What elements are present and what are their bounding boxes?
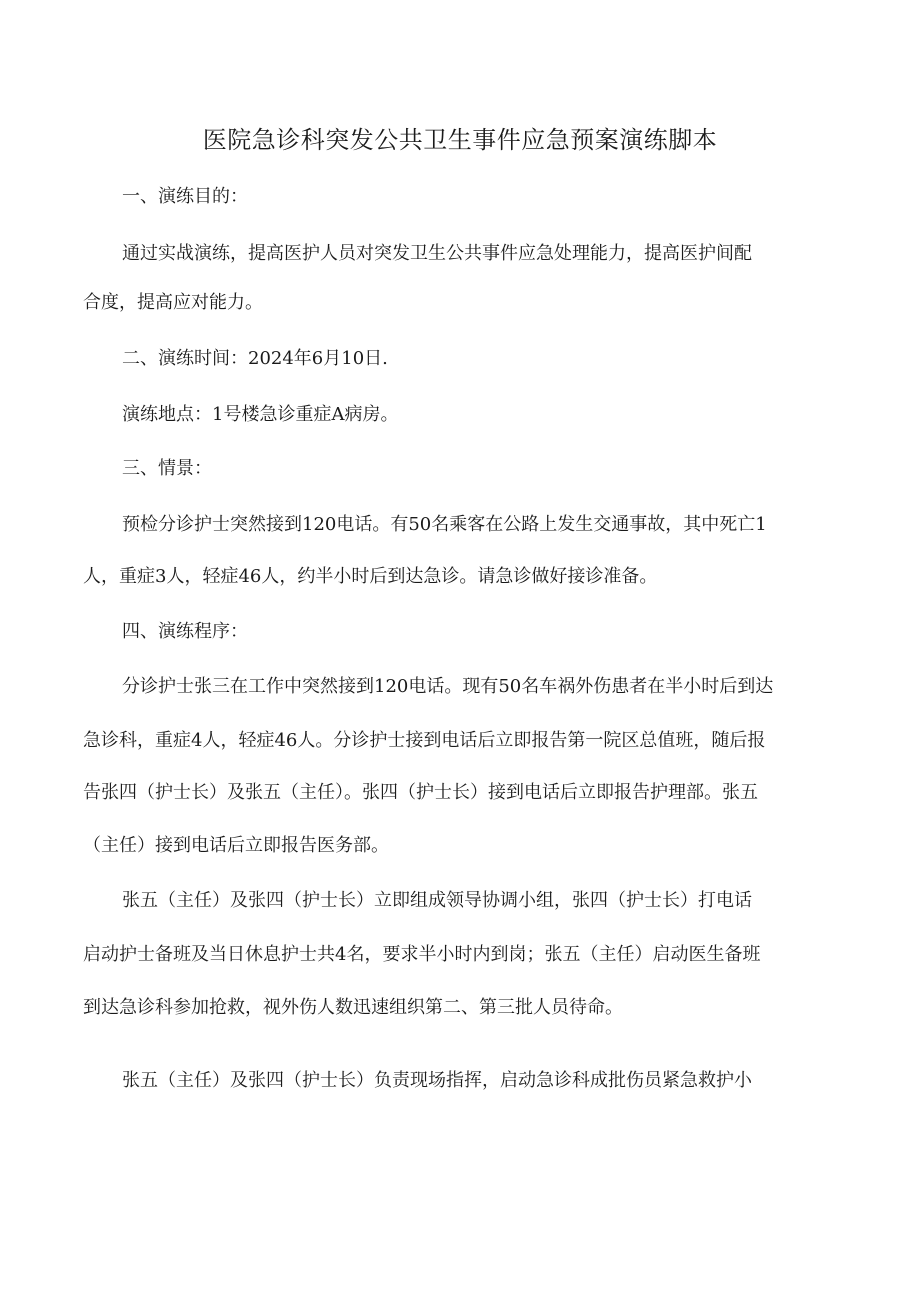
paragraph-line: （主任）接到电话后立即报告医务部。 <box>83 835 389 856</box>
paragraph-line: 人，重症3人，轻症46人，约半小时后到达急诊。请急诊做好接诊准备。 <box>83 566 658 587</box>
paragraph-line: 通过实战演练，提高医护人员对突发卫生公共事件应急处理能力，提高医护间配 <box>122 243 752 264</box>
paragraph-line: 到达急诊科参加抢救，视外伤人数迅速组织第二、第三批人员待命。 <box>83 997 623 1018</box>
paragraph-line: 分诊护士张三在工作中突然接到120电话。现有50名车祸外伤患者在半小时后到达 <box>122 676 774 697</box>
document-title: 医院急诊科突发公共卫生事件应急预案演练脚本 <box>202 126 718 154</box>
section-heading-procedure: 四、演练程序： <box>122 621 248 642</box>
paragraph-line: 急诊科，重症4人，轻症46人。分诊护士接到电话后立即报告第一院区总值班，随后报 <box>83 730 766 751</box>
paragraph-line: 预检分诊护士突然接到120电话。有50名乘客在公路上发生交通事故，其中死亡1 <box>122 514 767 535</box>
paragraph-line: 告张四（护士长）及张五（主任）。张四（护士长）接到电话后立即报告护理部。张五 <box>83 782 758 803</box>
paragraph-line: 张五（主任）及张四（护士长）立即组成领导协调小组，张四（护士长）打电话 <box>122 890 752 911</box>
section-heading-purpose: 一、演练目的： <box>122 186 248 207</box>
paragraph-line: 启动护士备班及当日休息护士共4名，要求半小时内到岗；张五（主任）启动医生备班 <box>83 944 761 965</box>
paragraph-line: 张五（主任）及张四（护士长）负责现场指挥，启动急诊科成批伤员紧急救护小 <box>122 1070 752 1091</box>
paragraph-line: 合度，提高应对能力。 <box>83 292 263 313</box>
section-heading-scenario: 三、情景： <box>122 458 212 479</box>
paragraph-line-location: 演练地点：1号楼急诊重症A病房。 <box>122 404 399 425</box>
section-heading-time: 二、演练时间：2024年6月10日. <box>122 348 388 369</box>
